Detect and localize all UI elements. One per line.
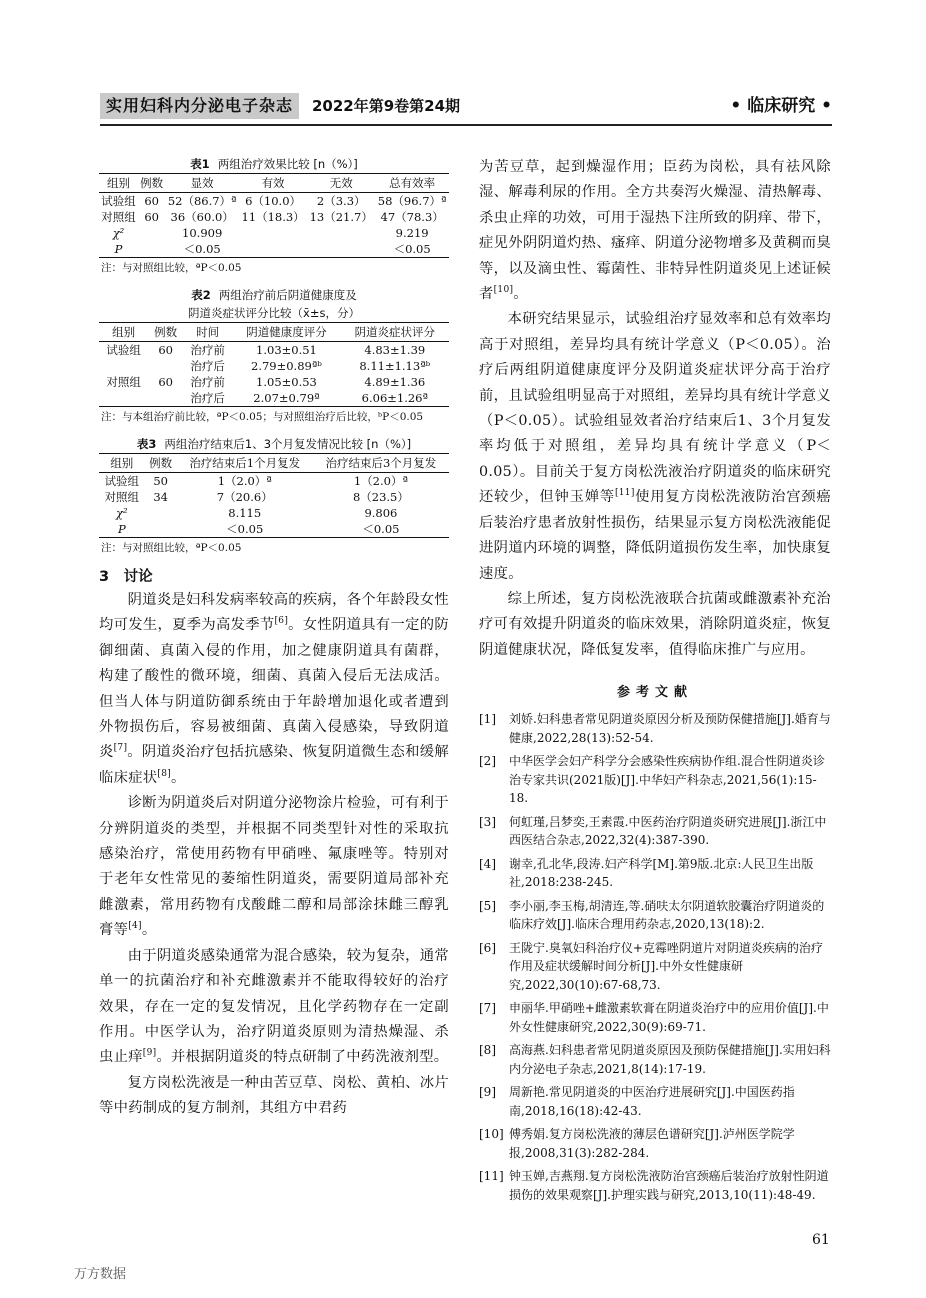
- table1-header: 显效: [165, 174, 239, 193]
- table-cell: 对照组: [106, 375, 141, 389]
- reference-text: 傅秀娟.复方岗松洗液的薄层色谱研究[J].泸州医学院学报,2008,31(3):282-284.: [509, 1127, 795, 1160]
- table-cell: [99, 358, 148, 374]
- table-cell: 13（21.7）: [309, 210, 373, 224]
- reference-item: [479, 1041, 831, 1078]
- reference-number: [3]: [479, 814, 496, 829]
- table-cell: 1（2.0）ª: [353, 474, 408, 488]
- section-label: • 临床研究 •: [730, 96, 832, 116]
- reference-item: [479, 999, 831, 1036]
- table-cell: [138, 225, 165, 241]
- table2-header: 时间: [183, 323, 232, 342]
- table-cell: 60: [158, 375, 173, 389]
- table-cell: ＜0.05: [177, 521, 313, 538]
- table-cell: 8（23.5）: [352, 490, 409, 504]
- table1-title: [99, 155, 449, 173]
- reference-number: [1]: [479, 712, 496, 727]
- page-header: [100, 93, 832, 119]
- reference-text: 申丽华.甲硝唑+雌激素软膏在阴道炎治疗中的应用价值[J].中外女性健康研究,2022,30(9):69-71.: [509, 1001, 829, 1034]
- reference-number: [11]: [479, 1169, 504, 1184]
- table-cell: 试验组: [101, 194, 136, 208]
- citation: [9]: [142, 1048, 157, 1059]
- table-row: [99, 358, 449, 374]
- table-cell: P: [99, 241, 138, 258]
- references-list: [479, 710, 831, 1204]
- table2: [99, 322, 449, 407]
- table-cell: 6（10.0）: [245, 194, 302, 208]
- table2-header: 阴道健康度评分: [232, 323, 340, 342]
- table-row: [99, 241, 449, 258]
- table3-label: 表3: [136, 437, 157, 451]
- reference-item: [479, 813, 831, 850]
- table-cell: χ²: [116, 506, 128, 520]
- citation: [11]: [614, 488, 635, 499]
- table-cell: 对照组: [101, 210, 136, 224]
- reference-item: [479, 1083, 831, 1120]
- table-cell: 8.11±1.13ªᵇ: [359, 359, 431, 373]
- reference-item: [479, 939, 831, 995]
- table-row: [99, 193, 449, 210]
- table-cell: [99, 390, 148, 407]
- table-cell: 2.79±0.89ªᵇ: [251, 359, 322, 373]
- table1: [99, 173, 449, 258]
- table-cell: 9.219: [395, 226, 429, 240]
- table-row: [99, 225, 449, 241]
- table-row: [99, 209, 449, 225]
- table-cell: 11（18.3）: [241, 210, 305, 224]
- table-cell: 2（3.3）: [316, 194, 366, 208]
- reference-number: [2]: [479, 754, 496, 769]
- citation: [6]: [274, 616, 289, 627]
- table3-caption: 两组治疗结束后1、3个月复发情况比较 [n（%）]: [164, 437, 412, 451]
- table1-note: 注：与对照组比较，ªP＜0.05: [101, 262, 242, 274]
- reference-text: 刘娇.妇科患者常见阴道炎原因分析及预防保健措施[J].婚育与健康,2022,28(13):52-54.: [509, 712, 831, 745]
- table-cell: 4.83±1.39: [364, 343, 426, 357]
- table-cell: 60: [144, 210, 159, 224]
- table-cell: 10.909: [182, 226, 223, 240]
- reference-text: 王陇宁.臭氧妇科治疗仪+克霉唑阴道片对阴道炎疾病的治疗作用及症状缓解时间分析[J].中外女性健康研究,2022,30(10):67-68,73.: [509, 940, 823, 992]
- reference-text: 钟玉婵,吉燕翔.复方岗松洗液防治宫颈癌后装治疗放射性阴道损伤的效果观察[J].护理实践与研究,2013,10(11):48-49.: [509, 1169, 829, 1202]
- table3-header: 治疗结束后1个月复发: [177, 454, 313, 473]
- discussion-paragraph: 阴道炎是妇科发病率较高的疾病，各个年龄段女性均可发生，夏季为高发季节[6]。女性阴道具有一定的防御细菌、真菌入侵的作用，加之健康阴道具有菌群，构建了酸性的微环境，细菌、真菌入侵后无法成活。但当人体与阴道防御系统由于年龄增加退化或者遭到外物损伤后，容易被细菌、真菌入侵感染，导致阴道炎[7]。阴道炎治疗包括抗感染、恢复阴道微生态和缓解临床症状[8]。: [99, 592, 449, 786]
- discussion-paragraph: 复方岗松洗液是一种由苦豆草、岗松、黄柏、冰片等中药制成的复方制剂，其组方中君药: [99, 1074, 449, 1117]
- table2-header: 组别: [99, 323, 148, 342]
- table-cell: χ²: [112, 226, 125, 240]
- table-cell: 治疗前: [190, 343, 225, 357]
- table-row: [99, 521, 449, 538]
- citation: [8]: [157, 769, 172, 780]
- references-title: 参考文献: [616, 685, 693, 701]
- table2-caption-line1: 两组治疗前后阴道健康度及: [218, 288, 357, 302]
- table-cell: ＜0.05: [165, 241, 239, 258]
- table2-title: [99, 286, 449, 322]
- table-row: [99, 390, 449, 407]
- citation: [7]: [113, 743, 128, 754]
- reference-number: [10]: [479, 1127, 504, 1142]
- reference-text: 谢幸,孔北华,段涛.妇产科学[M].第9版.北京:人民卫生出版社,2018:238-245.: [509, 856, 814, 890]
- table3-header: 组别: [99, 454, 145, 473]
- reference-number: [8]: [479, 1043, 496, 1058]
- table-cell: 34: [153, 490, 168, 504]
- discussion-paragraph: 由于阴道炎感染通常为混合感染，较为复杂，通常单一的抗菌治疗和补充雌激素并不能取得较好的治疗效果，存在一定的复发情况，且化学药物存在一定副作用。中医学认为，治疗阴道炎原则为清热燥湿、杀虫止痒[9]。并根据阴道炎的特点研制了中药洗液剂型。: [99, 947, 449, 1066]
- reference-text: 李小丽,李玉梅,胡清连,等.硝呋太尔阴道软胶囊治疗阴道炎的临床疗效[J].临床合理用药杂志,2020,13(18):2.: [509, 898, 825, 932]
- table-cell: 47（78.3）: [380, 210, 444, 224]
- reference-text: 中华医学会妇产科学分会感染性疾病协作组.混合性阴道炎诊治专家共识(2021版)[J].中华妇产科杂志,2021,56(1):15-18.: [509, 754, 825, 806]
- reference-item: [479, 855, 831, 892]
- table-row: [99, 473, 449, 490]
- table-row: [99, 374, 449, 390]
- journal-name: 实用妇科内分泌电子杂志: [100, 93, 299, 119]
- table1-header: 组别: [99, 174, 138, 193]
- table-cell: 50: [153, 474, 168, 488]
- discussion-paragraph: 诊断为阴道炎后对阴道分泌物涂片检验，可有利于分辨阴道炎的类型，并根据不同类型针对性的采取抗感染治疗，常使用药物有甲硝唑、氟康唑等。特别对于老年女性常见的萎缩性阴道炎，需要阴道局部补充雌激素，常用药物有戊酸雌二醇和局部涂抹雌三醇乳膏等[4]。: [99, 795, 449, 939]
- right-column: [479, 155, 831, 1209]
- table-cell: 试验组: [106, 343, 141, 357]
- left-column: [99, 155, 449, 1122]
- reference-text: 高海燕.妇科患者常见阴道炎原因及预防保健措施[J].实用妇科内分泌电子杂志,2021,8(14):17-19.: [509, 1043, 831, 1076]
- table-cell: [138, 241, 165, 258]
- reference-item: [479, 752, 831, 808]
- table-cell: 52（86.7）ª: [167, 194, 237, 208]
- table2-header: 例数: [148, 323, 183, 342]
- table2-caption-line2: 阴道炎症状评分比较（x̄±s，分）: [188, 306, 360, 320]
- table-row: [99, 505, 449, 521]
- reference-item: [479, 710, 831, 747]
- table-cell: P: [99, 521, 145, 538]
- table-cell: 试验组: [104, 474, 140, 488]
- issue-info: 2022年第9卷第24期: [312, 97, 461, 115]
- discussion-paragraph: 本研究结果显示，试验组治疗显效率和总有效率均高于对照组，差异均具有统计学意义（P＜0.05）。治疗后两组阴道健康度评分及阴道炎症状评分高于治疗前，且试验组明显高于对照组，差异均具有统计学意义（P＜0.05）。试验组显效者治疗结束后1、3个月复发率均低于对照组，差异均具有统计学意义（P＜0.05）。目前关于复方岗松洗液治疗阴道炎的临床研究还较少，但钟玉婵等[11]使用复方岗松洗液防治宫颈癌后装治疗患者放射性损伤，结果显示复方岗松洗液能促进阴道内环境的调整，降低阴道损伤发生率，加快康复速度。: [479, 311, 832, 582]
- reference-number: [9]: [479, 1085, 496, 1100]
- header-rule: [100, 124, 832, 126]
- table-cell: 对照组: [104, 490, 140, 504]
- table-cell: 60: [144, 194, 159, 208]
- table-cell: 7（20.6）: [216, 490, 273, 504]
- table1-caption: 两组治疗效果比较 [n（%）]: [217, 157, 358, 171]
- reference-item: [479, 1125, 831, 1162]
- table-cell: [307, 225, 375, 241]
- table-row: [99, 342, 449, 359]
- table-cell: 8.115: [228, 506, 262, 520]
- table-cell: [145, 521, 177, 538]
- table-cell: 36（60.0）: [170, 210, 234, 224]
- table-cell: 60: [158, 343, 173, 357]
- table3-header: 治疗结束后3个月复发: [313, 454, 449, 473]
- table-cell: [239, 225, 307, 241]
- table-cell: 治疗后: [190, 359, 225, 373]
- table-cell: 4.89±1.36: [364, 375, 426, 389]
- table1-header: 无效: [307, 174, 375, 193]
- table-cell: 9.806: [364, 506, 398, 520]
- table-cell: 6.06±1.26ª: [341, 390, 449, 407]
- table-cell: 1.03±0.51: [256, 343, 317, 357]
- table-cell: ＜0.05: [375, 241, 449, 258]
- table3-note: 注：与对照组比较，ªP＜0.05: [101, 542, 242, 554]
- table1-header: 例数: [138, 174, 165, 193]
- table-cell: [307, 241, 375, 258]
- reference-text: 周新艳.常见阴道炎的中医治疗进展研究[J].中国医药指南,2018,16(18):42-43.: [509, 1085, 795, 1118]
- table-cell: [148, 390, 183, 407]
- table-cell: [148, 358, 183, 374]
- reference-number: [7]: [479, 1001, 496, 1016]
- table-cell: 治疗后: [183, 390, 232, 407]
- table-cell: 58（96.7）ª: [377, 194, 447, 208]
- section-heading-discussion: 3 讨论: [99, 569, 153, 585]
- table-cell: [145, 505, 177, 521]
- table-cell: 1.05±0.53: [256, 375, 317, 389]
- table-cell: 2.07±0.79ª: [232, 390, 340, 407]
- reference-number: [5]: [479, 898, 496, 913]
- table2-header: 阴道炎症状评分: [341, 323, 449, 342]
- citation: [10]: [493, 285, 514, 296]
- table-cell: ＜0.05: [313, 521, 449, 538]
- table3: [99, 453, 449, 538]
- table-cell: [239, 241, 307, 258]
- table3-header: 例数: [145, 454, 177, 473]
- citation: [4]: [128, 921, 142, 932]
- reference-item: [479, 1167, 831, 1204]
- reference-number: [6]: [479, 940, 496, 955]
- table2-note: 注：与本组治疗前比较，ªP＜0.05；与对照组治疗后比较，ᵇP＜0.05: [101, 411, 424, 423]
- watermark: 万方数据: [74, 1267, 127, 1282]
- table-row: [99, 489, 449, 505]
- table-cell: 治疗前: [190, 375, 225, 389]
- table1-header: 有效: [239, 174, 307, 193]
- conclusion-paragraph: 综上所述，复方岗松洗液联合抗菌或雌激素补充治疗可有效提升阴道炎的临床效果，消除阴道炎症，恢复阴道健康状况，降低复发率，值得临床推广与应用。: [479, 590, 831, 658]
- table1-header: 总有效率: [375, 174, 449, 193]
- reference-item: [479, 897, 831, 934]
- page-number: 61: [812, 1232, 830, 1248]
- table1-label: 表1: [190, 157, 210, 171]
- table2-label: 表2: [191, 288, 211, 302]
- table-cell: 1（2.0）ª: [217, 474, 272, 488]
- reference-number: [4]: [479, 856, 496, 871]
- table3-title: [99, 435, 449, 453]
- reference-text: 何虹瑾,吕梦奕,王素霞.中医药治疗阴道炎研究进展[J].浙江中西医结合杂志,2022,32(4):387-390.: [509, 814, 827, 848]
- discussion-paragraph-continued: 为苦豆草，起到燥湿作用；臣药为岗松，具有祛风除湿、解毒利尿的作用。全方共奏泻火燥湿、清热解毒、杀虫止痒的功效，可用于湿热下注所致的阴痒、带下，症见外阴阴道灼热、瘙痒、阴道分泌物增多及黄稠而臭等，以及滴虫性、霉菌性、非特异性阴道炎见上述证候者[10]。: [479, 159, 831, 303]
